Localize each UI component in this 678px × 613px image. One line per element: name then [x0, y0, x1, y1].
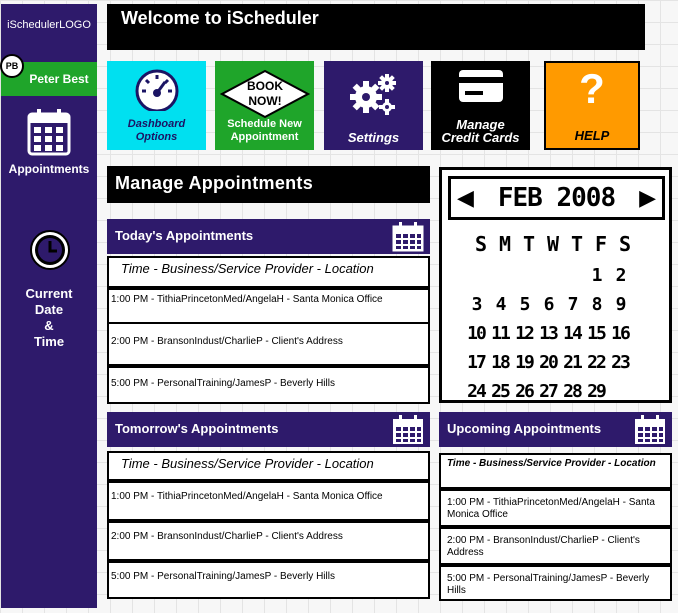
calendar-day[interactable]: 12	[515, 323, 533, 344]
calendar-day[interactable]: 7	[567, 294, 577, 315]
calendar-day[interactable]: 3	[471, 294, 481, 315]
calendar-empty-cell	[536, 262, 560, 289]
calendar-day[interactable]: 23	[611, 352, 629, 373]
appointment-row[interactable]: 1:00 PM - TithiaPrincetonMed/AngelaH - Santa Monica Office	[107, 288, 430, 324]
calendar-header	[448, 176, 665, 220]
appointment-row[interactable]: 1:00 PM - TithiaPrincetonMed/AngelaH - Santa Monica Office	[439, 489, 672, 527]
tomorrows-appointments-header	[107, 412, 430, 447]
appointment-row[interactable]: 5:00 PM - PersonalTraining/JamesP - Beverly Hills	[107, 561, 430, 599]
app-logo[interactable]: iSchedulerLOGO	[7, 19, 91, 31]
book-now-badge	[215, 69, 314, 119]
todays-appointments-title: Today's Appointments	[115, 228, 254, 243]
calendar-day[interactable]: 21	[563, 352, 581, 373]
calendar-day[interactable]: 10	[467, 323, 485, 344]
gauge-icon	[107, 67, 206, 111]
column-header: Time - Business/Service Provider - Location	[107, 451, 430, 481]
date-time-line: &	[44, 318, 54, 333]
gear-icon	[324, 71, 423, 117]
tomorrows-appointments-list	[107, 451, 430, 599]
calendar-day[interactable]: 9	[615, 294, 625, 315]
todays-appointments-header	[107, 219, 430, 254]
clock-icon	[28, 228, 72, 277]
month-calendar	[439, 167, 672, 403]
weekday-label: T	[522, 232, 536, 256]
calendar-day[interactable]: 5	[519, 294, 529, 315]
appointment-row[interactable]: 2:00 PM - BransonIndust/CharlieP - Client's Address	[439, 527, 672, 565]
calendar-day[interactable]: 16	[611, 323, 629, 344]
calendar-day[interactable]: 14	[563, 323, 581, 344]
help-label: HELP	[574, 128, 610, 143]
todays-appointments-list	[107, 256, 430, 404]
credit-card-icon	[431, 67, 530, 105]
calendar-day[interactable]: 22	[587, 352, 605, 373]
upcoming-appointments-list	[439, 453, 672, 601]
calendar-day[interactable]: 24	[467, 381, 485, 402]
calendar-day[interactable]: 6	[543, 294, 553, 315]
avatar[interactable]: PB	[0, 54, 24, 78]
calendar-icon[interactable]	[392, 222, 424, 255]
calendar-day[interactable]: 11	[491, 323, 509, 344]
date-time-line: Time	[33, 334, 65, 349]
calendar-day[interactable]: 26	[515, 381, 533, 402]
weekday-label: S	[474, 232, 488, 256]
calendar-icon[interactable]	[634, 415, 666, 448]
settings-label: Settings	[347, 130, 400, 145]
calendar-day[interactable]: 2	[615, 265, 625, 286]
column-header: Time - Business/Service Provider - Location	[439, 453, 672, 489]
manage-appointments-heading: Manage Appointments	[107, 166, 430, 203]
tomorrows-appointments-title: Tomorrow's Appointments	[115, 421, 279, 436]
page-title: Welcome to iScheduler	[107, 4, 645, 50]
schedule-new-appointment-label: Schedule New Appointment	[227, 118, 302, 143]
calendar-empty-cell	[464, 262, 488, 289]
calendar-day[interactable]: 28	[563, 381, 581, 402]
next-month-button[interactable]: ▶	[639, 185, 656, 210]
calendar-weekdays	[469, 232, 637, 256]
prev-month-button[interactable]: ◀	[457, 185, 474, 210]
weekday-label: T	[570, 232, 584, 256]
current-date-time	[1, 286, 97, 350]
calendar-day[interactable]: 1	[591, 265, 601, 286]
date-time-line: Current	[25, 286, 73, 301]
dashboard-options-label: Dashboard Options	[127, 118, 186, 143]
upcoming-appointments-header	[439, 412, 672, 447]
weekday-label: S	[618, 232, 632, 256]
book-now-line1: BOOK	[246, 79, 283, 93]
weekday-label: M	[498, 232, 512, 256]
calendar-month-year: FEB 2008	[497, 183, 616, 213]
settings-button[interactable]	[324, 61, 423, 150]
upcoming-appointments-title: Upcoming Appointments	[447, 421, 602, 436]
calendar-day[interactable]: 8	[591, 294, 601, 315]
calendar-day[interactable]: 20	[539, 352, 557, 373]
user-name[interactable]: Peter Best	[29, 72, 89, 86]
calendar-empty-cell	[512, 262, 536, 289]
calendar-day[interactable]: 17	[467, 352, 485, 373]
calendar-empty-cell	[608, 378, 632, 405]
sidebar-item-label: Appointments	[8, 162, 90, 176]
column-header: Time - Business/Service Provider - Location	[107, 256, 430, 288]
question-mark-icon: ?	[579, 65, 605, 112]
dashboard-options-button[interactable]	[107, 61, 206, 150]
weekday-label: F	[594, 232, 608, 256]
calendar-day[interactable]: 19	[515, 352, 533, 373]
calendar-empty-cell	[560, 262, 584, 289]
date-time-line: Date	[34, 302, 64, 317]
appointment-row[interactable]: 2:00 PM - BransonIndust/CharlieP - Client's Address	[107, 322, 430, 366]
calendar-day[interactable]: 15	[587, 323, 605, 344]
schedule-new-appointment-button[interactable]	[215, 61, 314, 150]
book-now-line2: NOW!	[247, 94, 282, 108]
appointment-row[interactable]: 5:00 PM - PersonalTraining/JamesP - Beverly Hills	[107, 366, 430, 404]
help-button[interactable]	[544, 61, 640, 150]
calendar-day[interactable]: 27	[539, 381, 557, 402]
calendar-day[interactable]: 29	[587, 381, 605, 402]
calendar-days-grid	[464, 262, 632, 405]
calendar-day[interactable]: 13	[539, 323, 557, 344]
manage-credit-cards-button[interactable]	[431, 61, 530, 150]
appointment-row[interactable]: 5:00 PM - PersonalTraining/JamesP - Beverly Hills	[439, 565, 672, 601]
appointment-row[interactable]: 2:00 PM - BransonIndust/CharlieP - Client's Address	[107, 521, 430, 561]
sidebar-item-appointments[interactable]	[1, 104, 97, 184]
calendar-day[interactable]: 25	[491, 381, 509, 402]
calendar-icon[interactable]	[392, 415, 424, 448]
calendar-day[interactable]: 4	[495, 294, 505, 315]
weekday-label: W	[546, 232, 560, 256]
calendar-empty-cell	[488, 262, 512, 289]
calendar-day[interactable]: 18	[491, 352, 509, 373]
appointment-row[interactable]: 1:00 PM - TithiaPrincetonMed/AngelaH - Santa Monica Office	[107, 481, 430, 521]
manage-credit-cards-label: Manage Credit Cards	[441, 117, 520, 145]
calendar-icon	[27, 108, 71, 161]
